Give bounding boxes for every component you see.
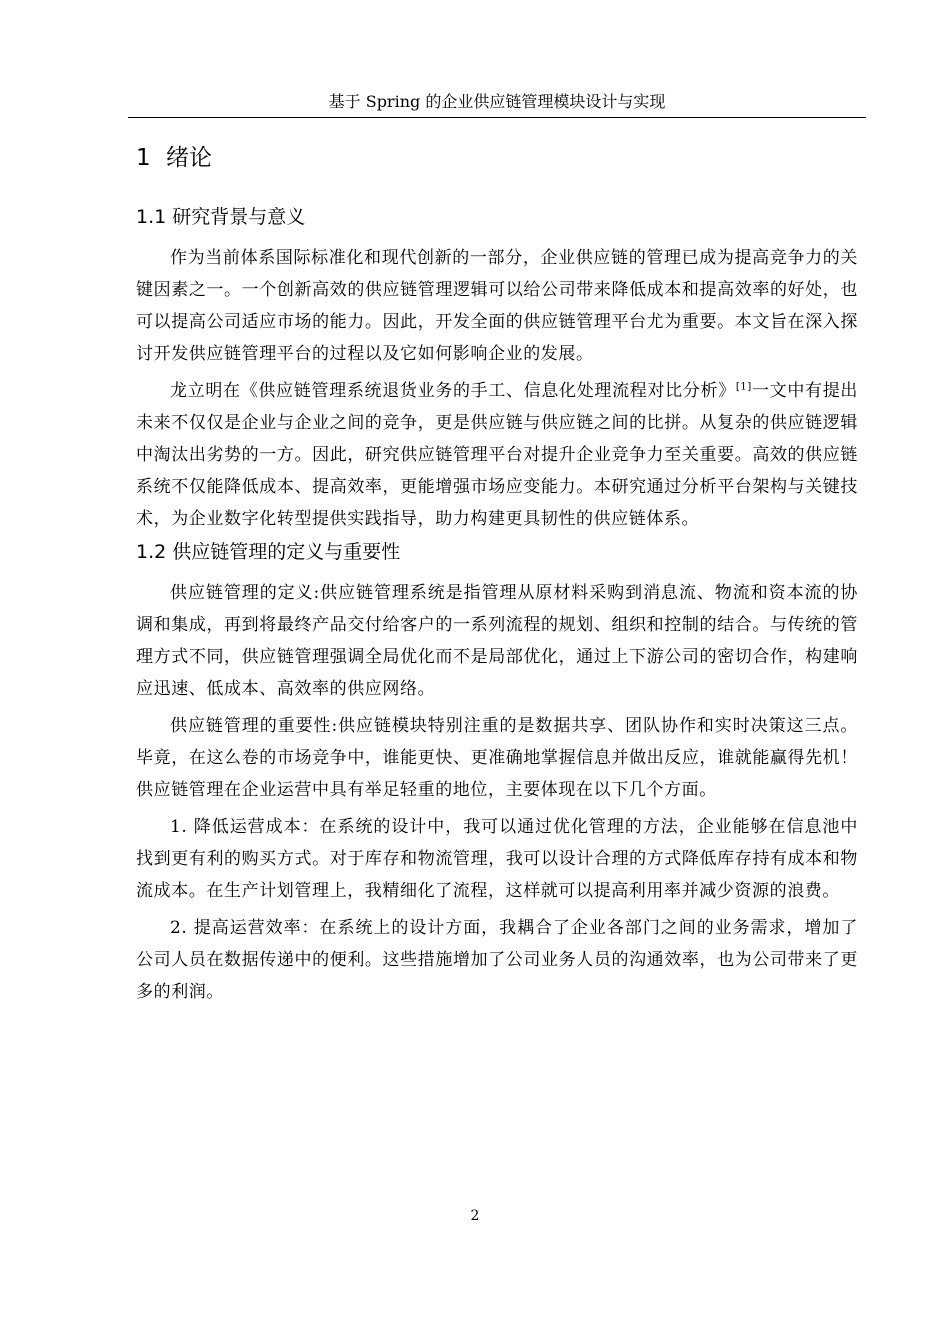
section-heading-1-2: 1.2 供应链管理的定义与重要性 xyxy=(136,541,401,563)
list-item-improve-efficiency: 2. 提高运营效率：在系统上的设计方面，我耦合了企业各部门之间的业务需求，增加了公司人员在数据传递中的便利。这些措施增加了公司业务人员的沟通效率，也为公司带来了更多的利润。 xyxy=(136,918,858,1002)
page-content xyxy=(136,138,858,1008)
header-rule xyxy=(128,117,866,118)
chapter-number: 1 xyxy=(136,145,151,171)
chapter-title xyxy=(136,138,858,178)
citation-text-before: 龙立明在《供应链管理系统退货业务的手工、信息化处理流程对比分析》 xyxy=(170,381,736,401)
running-header: 基于 Spring 的企业供应链管理模块设计与实现 xyxy=(328,92,666,111)
chapter-title-text: 绪论 xyxy=(166,145,212,171)
section-heading-1-1: 1.1 研究背景与意义 xyxy=(136,206,306,228)
paragraph-definition: 供应链管理的定义:供应链管理系统是指管理从原材料采购到消息流、物流和资本流的协调和集成，再到将最终产品交付给客户的一系列流程的规划、组织和控制的结合。与传统的管理方式不同，供应链管理强调全局优化而不是局部优化，通过上下游公司的密切合作，构建响应迅速、低成本、高效率的供应网络。 xyxy=(136,583,858,699)
page-number: 2 xyxy=(470,1208,480,1224)
citation-text-after: 一文中有提出未来不仅仅是企业与企业之间的竞争，更是供应链与供应链之间的比拼。从复杂的供应链逻辑中淘汰出劣势的一方。因此，研究供应链管理平台对提升企业竞争力至关重要。高效的供应链系统不仅能降低成本、提高效率，更能增强市场应变能力。本研究通过分析平台架构与关键技术，为企业数字化转型提供实践指导，助力构建更具韧性的供应链体系。 xyxy=(136,381,858,529)
paragraph-background: 作为当前体系国际标准化和现代创新的一部分，企业供应链的管理已成为提高竞争力的关键因素之一。一个创新高效的供应链管理逻辑可以给公司带来降低成本和提高效率的好处，也可以提高公司适应市场的能力。因此，开发全面的供应链管理平台尤为重要。本文旨在深入探讨开发供应链管理平台的过程以及它如何影响企业的发展。 xyxy=(136,248,858,364)
list-item-reduce-cost: 1. 降低运营成本：在系统的设计中，我可以通过优化管理的方法，企业能够在信息池中找到更有利的购买方式。对于库存和物流管理，我可以设计合理的方式降低库存持有成本和物流成本。在生产计划管理上，我精细化了流程，这样就可以提高利用率并减少资源的浪费。 xyxy=(136,817,858,901)
paragraph-importance: 供应链管理的重要性:供应链模块特别注重的是数据共享、团队协作和实时决策这三点。毕竟，在这么卷的市场竞争中，谁能更快、更准确地掌握信息并做出反应，谁就能赢得先机！供应链管理在企业运营中具有举足轻重的地位，主要体现在以下几个方面。 xyxy=(136,716,858,800)
citation-marker: [1] xyxy=(735,381,752,393)
paragraph-citation xyxy=(136,375,858,535)
